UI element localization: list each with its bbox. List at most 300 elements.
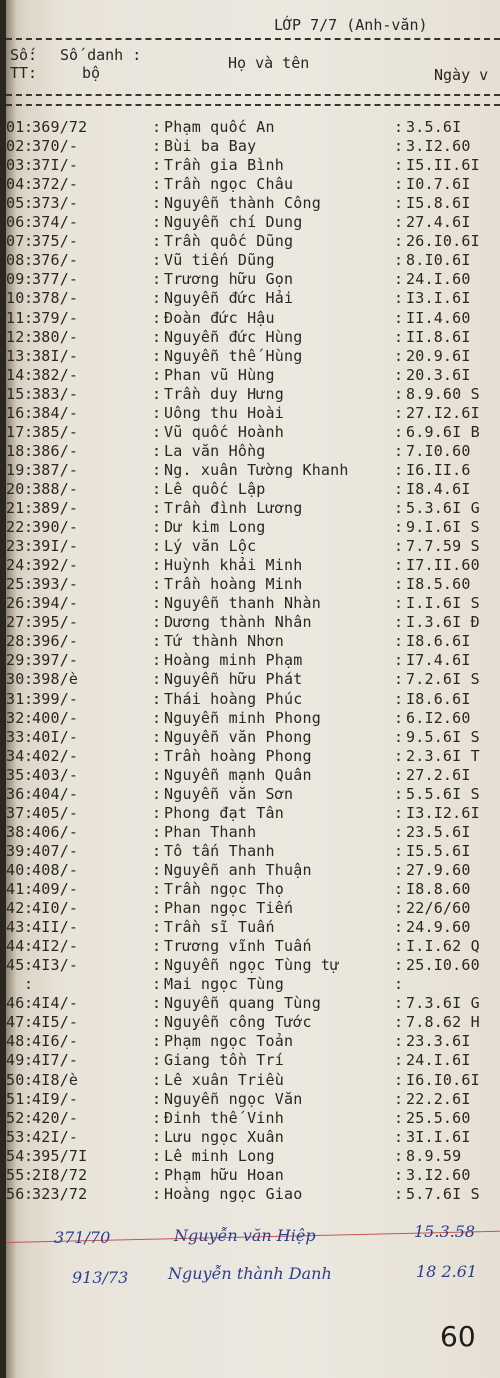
row-stt: 46 [6, 994, 24, 1012]
colon-stt: : [24, 385, 34, 403]
row-stt: 18 [6, 442, 24, 460]
colon-stt: : [24, 232, 34, 250]
handwritten-name-2: Nguyễn thành Danh [168, 1264, 332, 1283]
class-title: LỚP 7/7 (Anh-văn) [274, 16, 428, 34]
colon-name: : [152, 137, 162, 155]
colon-stt: : [24, 594, 34, 612]
colon-stt: : [24, 404, 34, 422]
row-name: Đoàn đức Hậu [164, 309, 275, 327]
colon-stt: : [24, 575, 34, 593]
colon-name: : [152, 918, 162, 936]
row-dob: 9.I.6I S [406, 518, 480, 536]
row-name: Nguyễn chí Dung [164, 213, 303, 231]
row-stt: 02 [6, 137, 24, 155]
colon-dob: : [394, 347, 404, 365]
row-name: Nguyễn quang Tùng [164, 994, 321, 1012]
row-dob: 5.7.6I S [406, 1185, 480, 1203]
row-dob: 27.9.60 [406, 861, 471, 879]
row-name: Uông thu Hoài [164, 404, 284, 422]
row-so-danh: 398/è [32, 670, 79, 688]
colon-name: : [152, 785, 162, 803]
row-so-danh: 373/- [32, 194, 79, 212]
row-so-danh: 409/- [32, 880, 79, 898]
row-stt: 27 [6, 613, 24, 631]
colon-dob: : [394, 385, 404, 403]
row-name: Trần sĩ Tuấn [164, 918, 275, 936]
row-so-danh: 387/- [32, 461, 79, 479]
header-bo: bộ [82, 64, 101, 82]
row-dob: 7.8.62 H [406, 1013, 480, 1031]
row-name: Trần ngọc Thọ [164, 880, 284, 898]
handwritten-name-1: Nguyễn văn Hiệp [174, 1226, 316, 1245]
colon-stt: : [24, 937, 34, 955]
row-name: Trương hữu Gọn [164, 270, 294, 288]
row-dob: I3.I.6I [406, 289, 471, 307]
row-so-danh: 39I/- [32, 537, 79, 555]
row-so-danh: 392/- [32, 556, 79, 574]
row-dob: 20.3.6I [406, 366, 471, 384]
colon-stt: : [24, 956, 34, 974]
row-so-danh: 375/- [32, 232, 79, 250]
row-dob: I8.8.60 [406, 880, 471, 898]
row-so-danh: 388/- [32, 480, 79, 498]
row-stt: 17 [6, 423, 24, 441]
row-so-danh: 323/72 [32, 1185, 88, 1203]
row-name: Dương thành Nhân [164, 613, 312, 631]
colon-stt: : [24, 251, 34, 269]
row-dob: 7.7.59 S [406, 537, 480, 555]
row-name: Phan ngọc Tiến [164, 899, 294, 917]
row-dob: I.I.6I S [406, 594, 480, 612]
row-dob: 8.9.60 S [406, 385, 480, 403]
colon-stt: : [24, 309, 34, 327]
colon-name: : [152, 804, 162, 822]
colon-name: : [152, 309, 162, 327]
colon-stt: : [24, 1051, 34, 1069]
colon-name: : [152, 328, 162, 346]
colon-dob: : [394, 423, 404, 441]
colon-name: : [152, 537, 162, 555]
row-dob: 25.I0.60 [406, 956, 480, 974]
colon-dob: : [394, 480, 404, 498]
row-dob: I8.5.60 [406, 575, 471, 593]
colon-dob: : [394, 1109, 404, 1127]
colon-dob: : [394, 842, 404, 860]
row-so-danh: 386/- [32, 442, 79, 460]
colon-stt: : [24, 994, 34, 1012]
row-name: Phạm quốc An [164, 118, 275, 136]
colon-dob: : [394, 537, 404, 555]
row-so-danh: 4I0/- [32, 899, 79, 917]
colon-dob: : [394, 594, 404, 612]
row-name: Nguyễn mạnh Quân [164, 766, 312, 784]
row-name: Nguyễn ngọc Tùng tự [164, 956, 340, 974]
row-dob: II.4.60 [406, 309, 471, 327]
row-name: Nguyễn đức Hải [164, 289, 294, 307]
row-stt: 01 [6, 118, 24, 136]
row-so-danh: 2I8/72 [32, 1166, 88, 1184]
colon-stt: : [24, 1185, 34, 1203]
row-name: Hoàng ngọc Giao [164, 1185, 303, 1203]
colon-name: : [152, 404, 162, 422]
colon-stt: : [24, 1128, 34, 1146]
handwritten-dob-1: 15.3.58 [414, 1222, 476, 1241]
row-name: Trần ngọc Châu [164, 175, 294, 193]
row-stt: 41 [6, 880, 24, 898]
row-stt: 50 [6, 1071, 24, 1089]
row-name: Trần đình Lương [164, 499, 303, 517]
row-so-danh: 38I/- [32, 347, 79, 365]
colon-name: : [152, 613, 162, 631]
row-dob: 9.5.6I S [406, 728, 480, 746]
colon-dob: : [394, 670, 404, 688]
row-so-danh: 4I4/- [32, 994, 79, 1012]
row-so-danh: 376/- [32, 251, 79, 269]
row-name: Trần hoàng Phong [164, 747, 312, 765]
row-stt: 03 [6, 156, 24, 174]
row-so-danh: 408/- [32, 861, 79, 879]
row-dob: 3I.I.6I [406, 1128, 471, 1146]
colon-name: : [152, 556, 162, 574]
colon-dob: : [394, 404, 404, 422]
colon-dob: : [394, 1185, 404, 1203]
row-so-danh: 405/- [32, 804, 79, 822]
header-rule-top [6, 38, 500, 40]
colon-name: : [152, 1090, 162, 1108]
row-name: Dư kim Long [164, 518, 266, 536]
row-stt: 51 [6, 1090, 24, 1108]
row-stt: 42 [6, 899, 24, 917]
colon-dob: : [394, 899, 404, 917]
header-tt: TT: [10, 64, 38, 82]
colon-name: : [152, 1147, 162, 1165]
row-so-danh: 377/- [32, 270, 79, 288]
colon-dob: : [394, 918, 404, 936]
row-so-danh: 40I/- [32, 728, 79, 746]
colon-dob: : [394, 518, 404, 536]
colon-stt: : [24, 918, 34, 936]
row-so-danh: 396/- [32, 632, 79, 650]
colon-stt: : [24, 518, 34, 536]
row-name: Phong đạt Tân [164, 804, 284, 822]
row-so-danh: 4II/- [32, 918, 79, 936]
colon-name: : [152, 499, 162, 517]
row-name: Nguyễn văn Sơn [164, 785, 294, 803]
colon-name: : [152, 1166, 162, 1184]
row-so-danh: 37I/- [32, 156, 79, 174]
colon-dob: : [394, 328, 404, 346]
page-number: 60 [440, 1320, 476, 1353]
row-stt: 55 [6, 1166, 24, 1184]
colon-stt: : [24, 975, 34, 993]
colon-name: : [152, 480, 162, 498]
row-stt: 39 [6, 842, 24, 860]
colon-name: : [152, 175, 162, 193]
row-name: Nguyễn anh Thuận [164, 861, 312, 879]
colon-stt: : [24, 556, 34, 574]
row-name: Ng. xuân Tường Khanh [164, 461, 349, 479]
row-dob: 24.9.60 [406, 918, 471, 936]
colon-stt: : [24, 366, 34, 384]
row-dob: 7.2.6I S [406, 670, 480, 688]
colon-dob: : [394, 747, 404, 765]
row-stt: 38 [6, 823, 24, 841]
colon-name: : [152, 823, 162, 841]
colon-stt: : [24, 861, 34, 879]
row-dob: I8.6.6I [406, 632, 471, 650]
row-stt: 13 [6, 347, 24, 365]
colon-name: : [152, 1109, 162, 1127]
row-dob: 25.5.60 [406, 1109, 471, 1127]
colon-stt: : [24, 766, 34, 784]
row-name: Lê minh Long [164, 1147, 275, 1165]
colon-stt: : [24, 690, 34, 708]
row-stt: 10 [6, 289, 24, 307]
row-so-danh: 393/- [32, 575, 79, 593]
row-dob: I8.4.6I [406, 480, 471, 498]
colon-stt: : [24, 537, 34, 555]
colon-stt: : [24, 156, 34, 174]
colon-name: : [152, 651, 162, 669]
row-name: Thái hoàng Phúc [164, 690, 303, 708]
colon-name: : [152, 194, 162, 212]
colon-stt: : [24, 347, 34, 365]
colon-stt: : [24, 842, 34, 860]
colon-dob: : [394, 1128, 404, 1146]
colon-stt: : [24, 670, 34, 688]
row-dob: 8.I0.6I [406, 251, 471, 269]
colon-name: : [152, 213, 162, 231]
colon-name: : [152, 899, 162, 917]
row-dob: 3.5.6I [406, 118, 462, 136]
row-stt: 07 [6, 232, 24, 250]
row-stt: 40 [6, 861, 24, 879]
colon-name: : [152, 423, 162, 441]
row-stt: 43 [6, 918, 24, 936]
colon-stt: : [24, 709, 34, 727]
colon-dob: : [394, 651, 404, 669]
row-name: Lưu ngọc Xuân [164, 1128, 284, 1146]
colon-dob: : [394, 309, 404, 327]
row-so-danh: 372/- [32, 175, 79, 193]
row-name: Trần hoàng Minh [164, 575, 303, 593]
colon-dob: : [394, 1090, 404, 1108]
colon-stt: : [24, 480, 34, 498]
row-dob: 5.5.6I S [406, 785, 480, 803]
row-name: Phạm ngọc Toản [164, 1032, 294, 1050]
colon-stt: : [24, 213, 34, 231]
colon-name: : [152, 880, 162, 898]
row-stt: 20 [6, 480, 24, 498]
colon-name: : [152, 347, 162, 365]
row-dob: I0.7.6I [406, 175, 471, 193]
row-so-danh: 4I5/- [32, 1013, 79, 1031]
row-name: Nguyễn thế Hùng [164, 347, 303, 365]
colon-dob: : [394, 442, 404, 460]
row-stt: 22 [6, 518, 24, 536]
row-name: Tô tấn Thanh [164, 842, 275, 860]
row-stt: 30 [6, 670, 24, 688]
roster-page [6, 0, 500, 1378]
row-so-danh: 4I7/- [32, 1051, 79, 1069]
colon-name: : [152, 385, 162, 403]
row-dob: 20.9.6I [406, 347, 471, 365]
colon-stt: : [24, 747, 34, 765]
row-dob: I6.II.6 [406, 461, 471, 479]
row-dob: 27.4.6I [406, 213, 471, 231]
colon-dob: : [394, 823, 404, 841]
row-so-danh: 383/- [32, 385, 79, 403]
row-name: Lý văn Lộc [164, 537, 257, 555]
row-dob: I8.6.6I [406, 690, 471, 708]
colon-dob: : [394, 632, 404, 650]
row-so-danh: 4I6/- [32, 1032, 79, 1050]
colon-name: : [152, 461, 162, 479]
row-name: Nguyễn hữu Phát [164, 670, 303, 688]
row-dob: 6.9.6I B [406, 423, 480, 441]
colon-stt: : [24, 728, 34, 746]
row-name: La văn Hồng [164, 442, 266, 460]
row-so-danh: 406/- [32, 823, 79, 841]
colon-stt: : [24, 1071, 34, 1089]
row-stt: 04 [6, 175, 24, 193]
colon-name: : [152, 1032, 162, 1050]
row-name: Vũ quốc Hoành [164, 423, 284, 441]
row-dob: 8.9.59 [406, 1147, 462, 1165]
colon-stt: : [24, 651, 34, 669]
colon-name: : [152, 1128, 162, 1146]
colon-name: : [152, 118, 162, 136]
colon-stt: : [24, 823, 34, 841]
colon-name: : [152, 690, 162, 708]
row-name: Nguyễn đức Hùng [164, 328, 303, 346]
row-name: Trần quốc Dũng [164, 232, 294, 250]
handwritten-dob-2: 18 2.61 [416, 1262, 478, 1281]
colon-dob: : [394, 728, 404, 746]
row-stt: 24 [6, 556, 24, 574]
colon-dob: : [394, 270, 404, 288]
row-so-danh: 4I8/è [32, 1071, 79, 1089]
row-name: Lê xuân Triều [164, 1071, 284, 1089]
row-so-danh: 380/- [32, 328, 79, 346]
row-stt: 36 [6, 785, 24, 803]
colon-name: : [152, 232, 162, 250]
row-stt: 33 [6, 728, 24, 746]
row-stt: 45 [6, 956, 24, 974]
row-stt: 48 [6, 1032, 24, 1050]
header-ngay-sinh: Ngày v [434, 66, 489, 84]
colon-stt: : [24, 194, 34, 212]
row-stt: 25 [6, 575, 24, 593]
colon-name: : [152, 518, 162, 536]
colon-dob: : [394, 1147, 404, 1165]
row-dob: I6.I0.6I [406, 1071, 480, 1089]
row-stt: 16 [6, 404, 24, 422]
row-so-danh: 407/- [32, 842, 79, 860]
colon-dob: : [394, 956, 404, 974]
row-dob: 3.I2.60 [406, 137, 471, 155]
row-stt: 53 [6, 1128, 24, 1146]
row-dob: 23.3.6I [406, 1032, 471, 1050]
row-dob: II.8.6I [406, 328, 471, 346]
colon-stt: : [24, 442, 34, 460]
colon-name: : [152, 251, 162, 269]
colon-stt: : [24, 118, 34, 136]
row-dob: 27.I2.6I [406, 404, 480, 422]
row-dob: I5.8.6I [406, 194, 471, 212]
colon-stt: : [24, 1166, 34, 1184]
colon-name: : [152, 156, 162, 174]
row-name: Phạm hữu Hoan [164, 1166, 284, 1184]
colon-dob: : [394, 1166, 404, 1184]
row-dob: 2.3.6I T [406, 747, 480, 765]
handwritten-so-danh-1: 371/70 [54, 1228, 111, 1247]
row-so-danh: 402/- [32, 747, 79, 765]
colon-name: : [152, 289, 162, 307]
row-so-danh: 397/- [32, 651, 79, 669]
row-stt: 29 [6, 651, 24, 669]
colon-stt: : [24, 289, 34, 307]
row-name: Trương vĩnh Tuấn [164, 937, 312, 955]
row-so-danh: 369/72 [32, 118, 88, 136]
row-name: Nguyễn minh Phong [164, 709, 321, 727]
row-dob: 5.3.6I G [406, 499, 480, 517]
row-stt: 37 [6, 804, 24, 822]
colon-dob: : [394, 232, 404, 250]
row-dob: I.I.62 Q [406, 937, 480, 955]
row-name: Nguyễn thanh Nhàn [164, 594, 321, 612]
colon-dob: : [394, 1071, 404, 1089]
row-name: Nguyễn ngọc Văn [164, 1090, 303, 1108]
row-stt: 15 [6, 385, 24, 403]
row-so-danh: 395/- [32, 613, 79, 631]
colon-dob: : [394, 766, 404, 784]
row-name: Tứ thành Nhơn [164, 632, 284, 650]
row-dob: I7.II.60 [406, 556, 480, 574]
colon-stt: : [24, 1032, 34, 1050]
row-dob: I5.II.6I [406, 156, 480, 174]
colon-dob: : [394, 1051, 404, 1069]
colon-name: : [152, 766, 162, 784]
row-so-danh: 403/- [32, 766, 79, 784]
row-name: Bùi ba Bay [164, 137, 257, 155]
row-so-danh: 399/- [32, 690, 79, 708]
colon-name: : [152, 594, 162, 612]
colon-dob: : [394, 156, 404, 174]
row-stt: 49 [6, 1051, 24, 1069]
colon-dob: : [394, 194, 404, 212]
row-stt: 14 [6, 366, 24, 384]
row-stt: 26 [6, 594, 24, 612]
colon-name: : [152, 709, 162, 727]
colon-dob: : [394, 1013, 404, 1031]
row-stt: 44 [6, 937, 24, 955]
row-dob: 24.I.60 [406, 270, 471, 288]
row-so-danh: 394/- [32, 594, 79, 612]
row-name: Trần gia Bình [164, 156, 284, 174]
row-stt: 34 [6, 747, 24, 765]
colon-name: : [152, 1013, 162, 1031]
colon-stt: : [24, 328, 34, 346]
row-name: Giang tồn Trí [164, 1051, 284, 1069]
row-name: Phan Thanh [164, 823, 257, 841]
row-stt: 21 [6, 499, 24, 517]
row-so-danh: 389/- [32, 499, 79, 517]
row-so-danh: 379/- [32, 309, 79, 327]
row-name: Huỳnh khải Minh [164, 556, 303, 574]
colon-stt: : [24, 461, 34, 479]
colon-dob: : [394, 880, 404, 898]
